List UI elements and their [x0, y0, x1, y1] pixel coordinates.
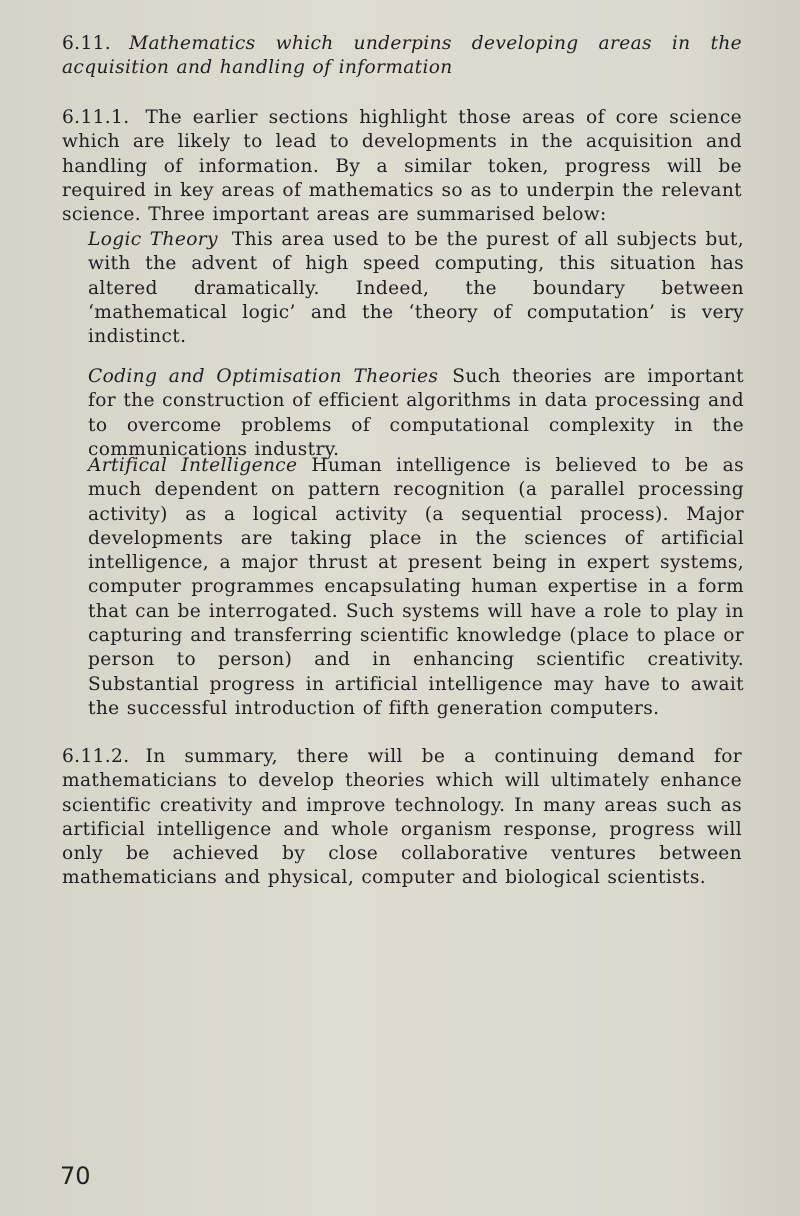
area-term: Artifical Intelligence [88, 455, 298, 476]
paragraph-text: The earlier sections highlight those areas of core science which are likely to lead to developments in the acquisition and handling of information. By a similar token, progress will be required in key areas of mathematics so as to underpin the relevant science. Three important areas are summarised below: [62, 107, 742, 226]
section-heading [62, 32, 742, 81]
area-logic-theory [88, 228, 744, 349]
area-term: Logic Theory [88, 229, 218, 250]
paragraph-text: In summary, there will be a continuing demand for mathematicians to develop theories which will ultimately enhance scientific creativity and improve technology. In many areas such as artificial intelligence and whole organism response, progress will only be achieved by close collaborative ventures between mathematicians and physical, computer and biological scientists. [62, 746, 742, 889]
area-text: Human intelligence is believed to be as much dependent on pattern recognition (a parallel processing activity) as a logical activity (a sequential process). Major developments are taking place in the sciences of artificial intelligence, a major thrust at present being in expert systems, computer programmes encapsulating human expertise in a form that can be interrogated. Such systems will have a role to play in capturing and transferring scientific knowledge (place to place or person to person) and in enhancing scientific creativity. Substantial progress in artificial intelligence may have to await the successful introduction of fifth generation computers. [88, 455, 744, 719]
area-coding-optimisation [88, 365, 744, 462]
paragraph-6-11-1 [62, 106, 742, 227]
area-artificial-intelligence [88, 454, 744, 721]
section-title: Mathematics which underpins developing areas in the acquisition and handling of information [62, 33, 742, 79]
paragraph-number: 6.11.1. [62, 107, 130, 128]
paragraph-number: 6.11.2. [62, 746, 130, 767]
section-number: 6.11. [62, 33, 112, 54]
area-term: Coding and Optimisation Theories [88, 366, 439, 387]
page-number: 70 [60, 1162, 91, 1190]
area-text: Such theories are important for the construction of efficient algorithms in data processing and to overcome problems of computational complexity in the communications industry. [88, 366, 744, 460]
area-text: This area used to be the purest of all subjects but, with the advent of high speed computing, this situation has altered dramatically. Indeed, the boundary between ‘mathematical logic’ and the ‘theory of computation’ is very indistinct. [88, 229, 744, 348]
paragraph-6-11-2 [62, 745, 742, 891]
